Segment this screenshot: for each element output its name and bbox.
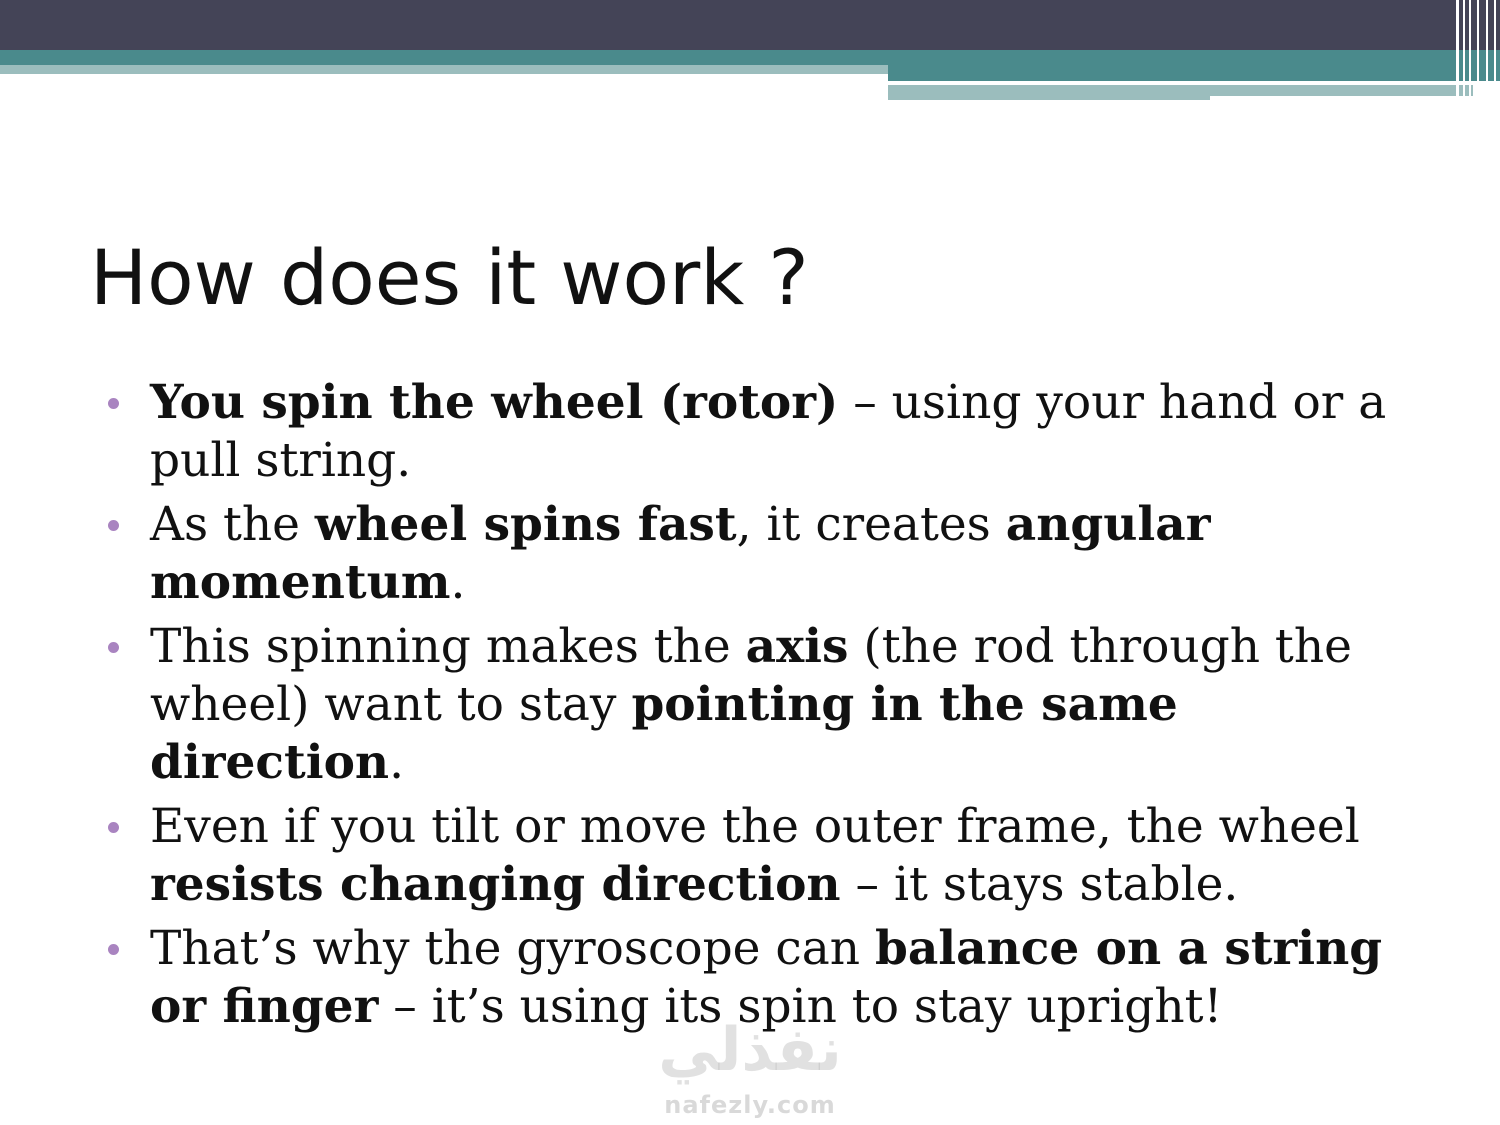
header-bar-teal-right [888, 65, 1500, 81]
bullet-text: . [389, 735, 405, 790]
bullet-dot-icon [108, 944, 119, 955]
bullet-dot-icon [108, 642, 119, 653]
bullet-text: – it’s using its spin to stay upright! [378, 979, 1223, 1034]
bullet-text: This spinning makes the [150, 619, 746, 674]
bullet-list [108, 374, 1428, 1042]
header-stripe [1469, 0, 1471, 100]
watermark-logo: نفذلي [658, 1015, 842, 1085]
bullet-item [108, 374, 1428, 490]
bullet-bold-text: angular momentum [150, 497, 1211, 610]
bullet-bold-text: balance on a string or finger [150, 921, 1383, 1034]
header-stripe [1494, 0, 1496, 100]
bullet-bold-text: You spin the wheel (rotor) [150, 375, 839, 430]
header-stripe [1486, 0, 1488, 100]
bullet-bold-text: pointing in the same direction [150, 677, 1178, 790]
header-bar-teal [0, 50, 1500, 65]
bullet-text: – using your hand or a pull string. [150, 375, 1387, 488]
slide-title: How does it work ? [90, 233, 809, 322]
bullet-text: As the [150, 497, 315, 552]
header-bar-dark [0, 0, 1500, 50]
bullet-text: – it stays stable. [840, 857, 1239, 912]
bullet-dot-icon [108, 520, 119, 531]
bullet-bold-text: resists changing direction [150, 857, 841, 912]
bullet-text: (the rod through the wheel) want to stay [150, 619, 1352, 732]
header-bar-teal-light [0, 65, 888, 74]
bullet-bold-text: wheel spins fast [314, 497, 737, 552]
bullet-item [108, 798, 1428, 914]
header-stripe [1456, 0, 1459, 100]
header-bar-notch [1210, 96, 1473, 100]
header-stripe [1463, 0, 1465, 100]
bullet-text: . [450, 555, 466, 610]
watermark-url: nafezly.com [664, 1091, 836, 1119]
bullet-dot-icon [108, 398, 119, 409]
bullet-text: That’s why the gyroscope can [150, 921, 875, 976]
bullet-text: , it creates [736, 497, 1006, 552]
header-stripe [1477, 0, 1479, 100]
bullet-item [108, 618, 1428, 792]
bullet-bold-text: axis [745, 619, 849, 674]
bullet-dot-icon [108, 822, 119, 833]
bullet-item [108, 496, 1428, 612]
bullet-text: Even if you tilt or move the outer frame, the wheel [150, 799, 1360, 854]
